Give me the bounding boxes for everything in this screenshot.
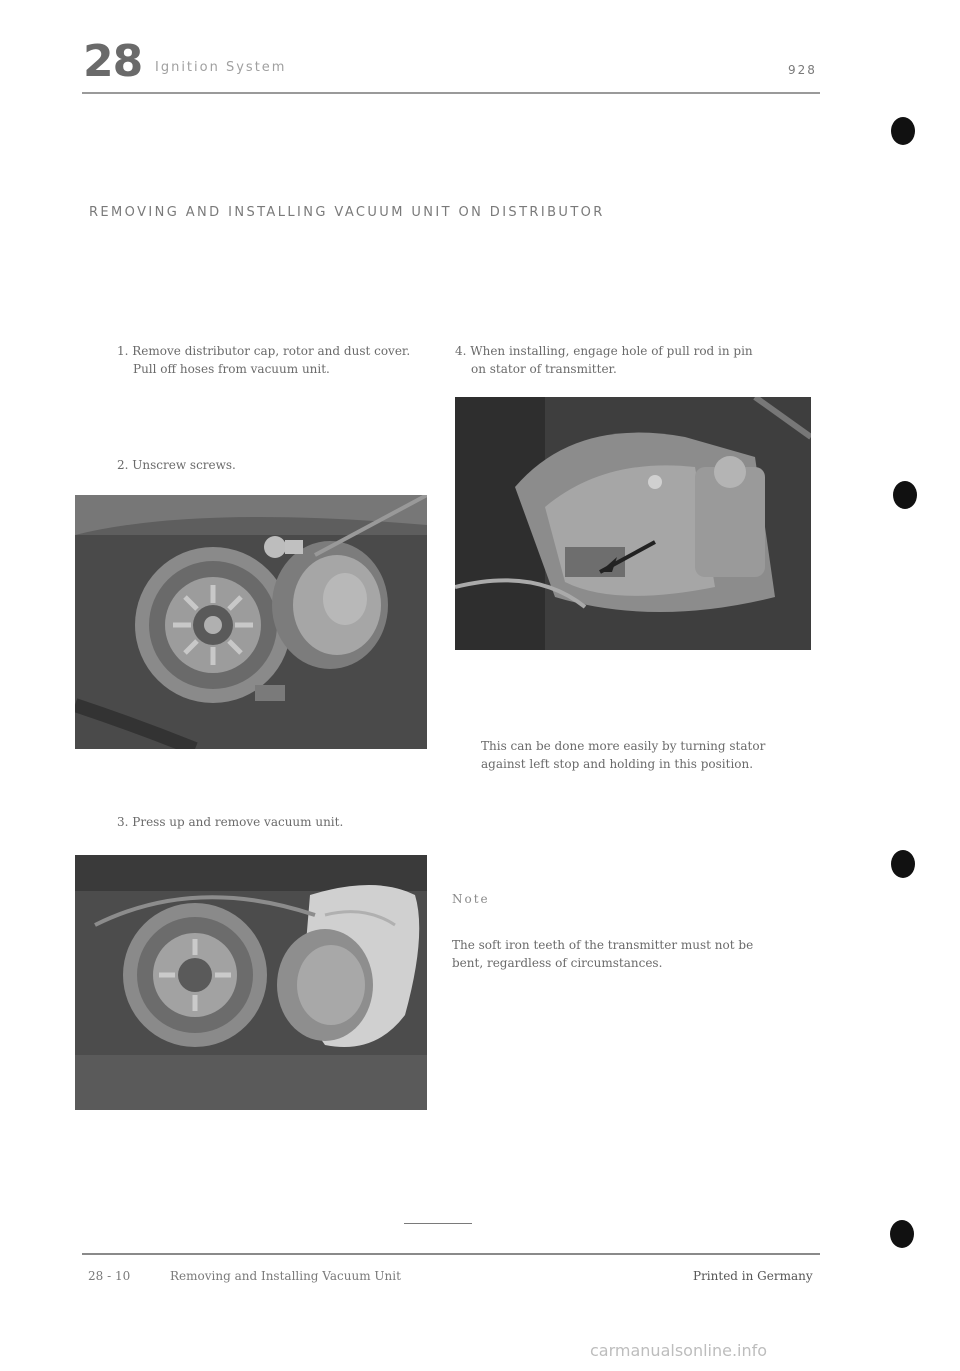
distributor-illustration: [75, 495, 427, 749]
step-4-line-2: on stator of transmitter.: [471, 362, 617, 376]
binder-hole-3: [891, 850, 915, 878]
remove-vacuum-unit-photo: [75, 855, 427, 1110]
section-heading: REMOVING AND INSTALLING VACUUM UNIT ON DISTRIBUTOR: [89, 205, 605, 220]
note-line-2: bent, regardless of circumstances.: [452, 956, 663, 970]
model-number: 928: [788, 63, 817, 77]
pull-rod-illustration: [455, 397, 811, 650]
tip-line-2: against left stop and holding in this position.: [481, 757, 754, 771]
chapter-title: Ignition System: [155, 60, 287, 75]
tip-line-1: This can be done more easily by turning stator: [481, 739, 766, 753]
footer-printed: Printed in Germany: [693, 1269, 813, 1283]
step-1-line-1: 1. Remove distributor cap, rotor and dust cover.: [117, 344, 411, 358]
footer-rule: [82, 1253, 820, 1255]
binder-hole-1: [891, 117, 915, 145]
remove-vacuum-unit-illustration: [75, 855, 427, 1110]
binder-hole-4: [890, 1220, 914, 1248]
chapter-number: 28: [83, 36, 143, 87]
header-rule: [82, 92, 820, 94]
binder-hole-2: [893, 481, 917, 509]
watermark: carmanualsonline.info: [590, 1341, 768, 1360]
note-label: Note: [452, 892, 490, 906]
distributor-photo: [75, 495, 427, 749]
step-2: 2. Unscrew screws.: [117, 458, 236, 472]
end-rule: [404, 1223, 472, 1224]
footer-section-title: Removing and Installing Vacuum Unit: [170, 1269, 401, 1283]
step-4-line-1: 4. When installing, engage hole of pull rod in pin: [455, 344, 753, 358]
note-line-1: The soft iron teeth of the transmitter must not be: [452, 938, 754, 952]
footer-page-ref: 28 - 10: [88, 1269, 131, 1283]
step-3: 3. Press up and remove vacuum unit.: [117, 815, 344, 829]
pull-rod-photo: [455, 397, 811, 650]
step-1-line-2: Pull off hoses from vacuum unit.: [133, 362, 330, 376]
